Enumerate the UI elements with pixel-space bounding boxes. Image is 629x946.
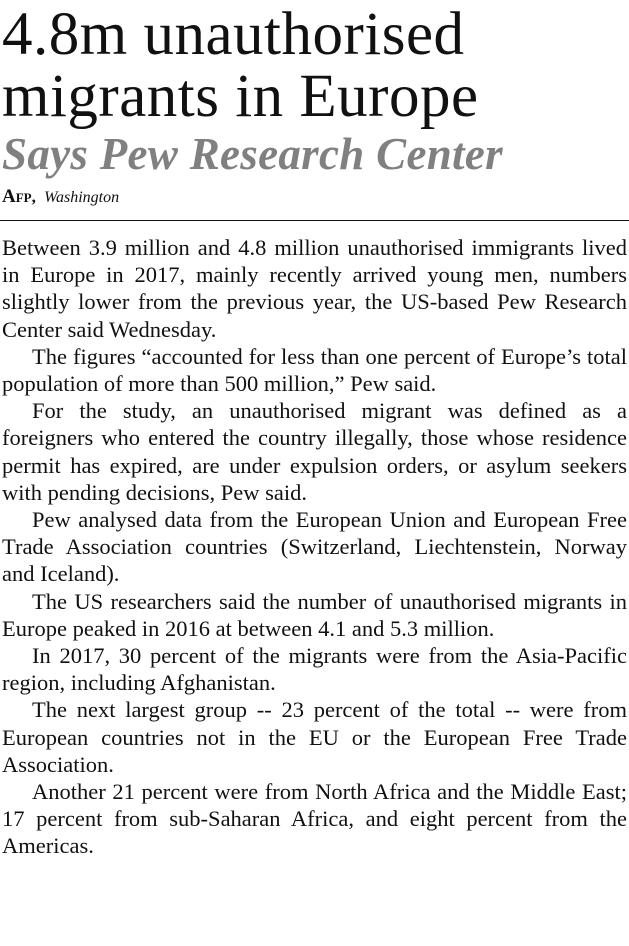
headline-line-2: migrants in Europe (2, 63, 479, 130)
byline (2, 186, 629, 209)
byline-agency: Afp (2, 186, 32, 207)
paragraph: For the study, an unauthorised migrant was defined as a foreigners who entered the country illegally, those whose residence permit has expired, are under expulsion orders, or asylum seekers with pending decisions, Pew said. (2, 398, 627, 505)
paragraph: Between 3.9 million and 4.8 million unauthorised immigrants lived in Europe in 2017, mainly recently arrived young men, numbers slightly lower from the previous year, the US-based Pew Research Center said Wednesday. (2, 235, 627, 342)
subheadline: Says Pew Research Center (2, 129, 503, 179)
paragraph: The figures “accounted for less than one percent of Europe’s total population of more than 500 million,” Pew said. (2, 343, 627, 397)
headline-line-1: 4.8m unauthorised (2, 1, 465, 68)
headline (0, 0, 629, 128)
byline-location: Washington (44, 189, 120, 206)
paragraph: In 2017, 30 percent of the migrants were from the Asia-Pacific region, including Afghanistan. (2, 643, 627, 696)
article-body (0, 234, 629, 860)
paragraph: Pew analysed data from the European Union and European Free Trade Association countries (Switzerland, Liechtenstein, Norway and Iceland). (2, 507, 627, 587)
paragraph: Another 21 percent were from North Africa and the Middle East; 17 percent from sub-Saharan Africa, and eight percent from the Americas. (2, 779, 627, 859)
paragraph: The next largest group -- 23 percent of the total -- were from European countries not in the EU or the European Free Trade Association. (2, 697, 627, 777)
paragraph: The US researchers said the number of unauthorised migrants in Europe peaked in 2016 at between 4.1 and 5.3 million. (2, 588, 627, 641)
divider (0, 220, 629, 221)
byline-separator: , (31, 187, 36, 206)
